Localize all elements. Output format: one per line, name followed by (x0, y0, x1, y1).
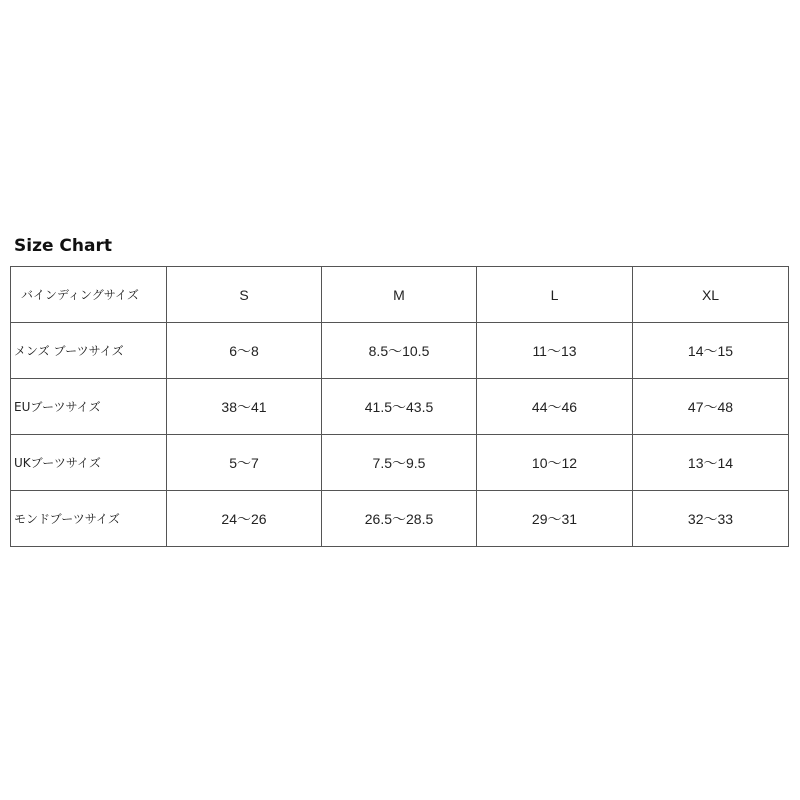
table-cell: 24〜26 (167, 491, 322, 547)
size-chart-title: Size Chart (14, 236, 112, 256)
table-cell: 13〜14 (633, 435, 789, 491)
header-row (11, 267, 789, 323)
size-header-s: S (167, 267, 322, 323)
row-label-uk: UKブーツサイズ (11, 435, 167, 491)
table-cell: 26.5〜28.5 (322, 491, 477, 547)
table-row (11, 491, 789, 547)
table-cell: 5〜7 (167, 435, 322, 491)
table-cell: 32〜33 (633, 491, 789, 547)
size-header-m: M (322, 267, 477, 323)
table-cell: 47〜48 (633, 379, 789, 435)
table-cell: 44〜46 (477, 379, 633, 435)
table-cell: 41.5〜43.5 (322, 379, 477, 435)
header-label-cell: バインディングサイズ (11, 267, 167, 323)
size-header-xl: XL (633, 267, 789, 323)
row-label-mondo: モンドブーツサイズ (11, 491, 167, 547)
table-row (11, 379, 789, 435)
table-cell: 11〜13 (477, 323, 633, 379)
table-cell: 8.5〜10.5 (322, 323, 477, 379)
table-row (11, 323, 789, 379)
table-cell: 7.5〜9.5 (322, 435, 477, 491)
table-cell: 6〜8 (167, 323, 322, 379)
size-chart-table (10, 266, 789, 547)
row-label-mens: メンズ ブーツサイズ (11, 323, 167, 379)
size-header-l: L (477, 267, 633, 323)
table-cell: 10〜12 (477, 435, 633, 491)
table-cell: 29〜31 (477, 491, 633, 547)
row-label-eu: EUブーツサイズ (11, 379, 167, 435)
table-cell: 38〜41 (167, 379, 322, 435)
table-row (11, 435, 789, 491)
table-cell: 14〜15 (633, 323, 789, 379)
